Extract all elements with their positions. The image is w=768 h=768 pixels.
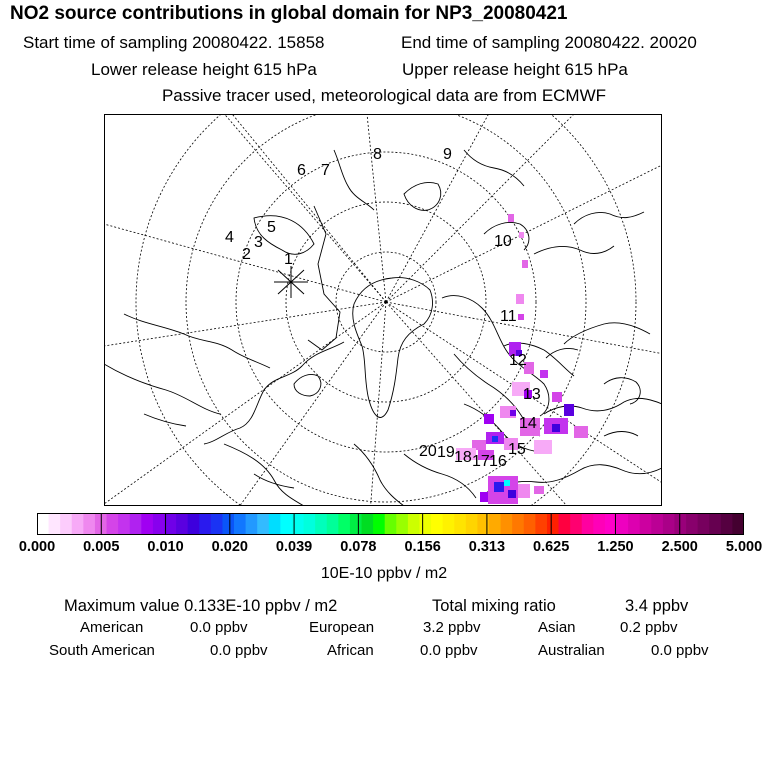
colorbar-cell: [83, 513, 95, 535]
colorbar-cell: [443, 513, 455, 535]
colorbar-label: 0.625: [533, 539, 570, 555]
trajectory-label-1: 1: [284, 251, 293, 268]
trajectory-label-9: 9: [443, 146, 452, 163]
region-african-value: 0.0 ppbv: [420, 642, 478, 659]
trajectory-label-2: 2: [242, 246, 251, 263]
region-australian-label: Australian: [538, 642, 605, 659]
start-time-text: Start time of sampling 20080422. 15858: [23, 33, 325, 52]
region-australian-value: 0.0 ppbv: [651, 642, 709, 659]
colorbar-cell: [524, 513, 536, 535]
colorbar-cell: [466, 513, 478, 535]
colorbar-label: 0.313: [468, 539, 506, 555]
colorbar-cell: [49, 513, 61, 535]
colorbar-cell: [477, 513, 489, 535]
colorbar-cell: [304, 513, 316, 535]
colorbar-cell: [709, 513, 721, 535]
colorbar-label: 0.039: [275, 539, 313, 555]
colorbar-cell: [350, 513, 362, 535]
colorbar-cell: [570, 513, 582, 535]
trajectory-label-14: 14: [519, 415, 537, 432]
trajectory-label-10: 10: [494, 233, 512, 250]
colorbar-cell: [222, 513, 234, 535]
colorbar-cell: [698, 513, 710, 535]
trajectory-label-4: 4: [225, 229, 234, 246]
colorbar-cell: [686, 513, 698, 535]
colorbar-label: 0.000: [18, 539, 56, 555]
region-asian-label: Asian: [538, 619, 576, 636]
colorbar-cell: [315, 513, 327, 535]
colorbar-cell: [431, 513, 443, 535]
colorbar-cell: [489, 513, 501, 535]
colorbar-cell: [362, 513, 374, 535]
colorbar-cell: [118, 513, 130, 535]
colorbar-cell: [396, 513, 408, 535]
colorbar-cell: [153, 513, 165, 535]
colorbar-cell: [373, 513, 385, 535]
upper-height-text: Upper release height 615 hPa: [402, 60, 628, 79]
trajectory-label-7: 7: [321, 162, 330, 179]
region-south-american-label: South American: [49, 642, 155, 659]
colorbar-cell: [72, 513, 84, 535]
map-frame: [105, 115, 662, 506]
trajectory-label-13: 13: [523, 386, 541, 403]
colorbar-cell: [246, 513, 258, 535]
tracer-note-text: Passive tracer used, meteorological data are from ECMWF: [161, 86, 607, 105]
colorbar-label: 0.078: [340, 539, 377, 555]
colorbar-cell: [176, 513, 188, 535]
colorbar-cell: [257, 513, 269, 535]
release-site-marker: [274, 266, 308, 298]
colorbar-label: 0.156: [404, 539, 441, 555]
colorbar-cell: [593, 513, 605, 535]
trajectory-label-20: 20: [419, 443, 437, 460]
trajectory-label-8: 8: [373, 146, 382, 163]
plot-title: NO2 source contributions in global domain for NP3_20080421: [10, 3, 568, 24]
trajectory-label-18: 18: [454, 449, 472, 466]
colorbar-label: 0.005: [83, 539, 120, 555]
colorbar-label: 1.250: [597, 539, 634, 555]
colorbar-cell: [188, 513, 200, 535]
colorbar-cell: [408, 513, 420, 535]
colorbar-cell: [130, 513, 142, 535]
colorbar-cell: [280, 513, 292, 535]
trajectory-label-11: 11: [500, 308, 517, 325]
polar-map: [104, 114, 662, 506]
colorbar-label: 2.500: [661, 539, 698, 555]
trajectory-label-5: 5: [267, 219, 276, 236]
colorbar-cell: [454, 513, 466, 535]
colorbar-cell: [141, 513, 153, 535]
colorbar-cell: [721, 513, 733, 535]
colorbar-cell: [107, 513, 119, 535]
trajectory-label-16: 16: [489, 453, 507, 470]
colorbar-cell: [234, 513, 246, 535]
end-time-text: End time of sampling 20080422. 20020: [401, 33, 697, 52]
total-mixing-ratio-label: Total mixing ratio: [432, 597, 556, 615]
colorbar-cell: [385, 513, 397, 535]
region-european-label: European: [309, 619, 375, 636]
colorbar-cell: [327, 513, 339, 535]
colorbar-cell: [547, 513, 559, 535]
region-american-label: American: [80, 619, 144, 636]
colorbar-cell: [559, 513, 571, 535]
colorbar-cell: [37, 513, 49, 535]
colorbar-label: 0.020: [211, 539, 248, 555]
colorbar-cell: [501, 513, 513, 535]
colorbar-cell: [512, 513, 524, 535]
total-mixing-ratio-value: 3.4 ppbv: [625, 597, 689, 615]
colorbar-cell: [338, 513, 350, 535]
region-african-label: African: [327, 642, 374, 659]
colorbar-cell: [535, 513, 547, 535]
colorbar-cell: [674, 513, 686, 535]
lower-height-text: Lower release height 615 hPa: [91, 60, 317, 79]
trajectory-label-12: 12: [509, 352, 527, 369]
colorbar-label: 0.010: [147, 539, 184, 555]
colorbar-cell: [419, 513, 431, 535]
max-value-text: Maximum value 0.133E-10 ppbv / m2: [64, 597, 338, 615]
trajectory-label-17: 17: [472, 453, 490, 470]
colorbar-cell: [211, 513, 223, 535]
colorbar-cell: [651, 513, 663, 535]
region-american-value: 0.0 ppbv: [190, 619, 248, 636]
region-european-value: 3.2 ppbv: [423, 619, 481, 636]
trajectory-label-15: 15: [508, 441, 526, 458]
colorbar-cell: [640, 513, 652, 535]
trajectory-label-3: 3: [254, 234, 263, 251]
trajectory-label-6: 6: [297, 162, 306, 179]
region-south-american-value: 0.0 ppbv: [210, 642, 268, 659]
colorbar-cell: [60, 513, 72, 535]
colorbar-label: 5.000: [725, 539, 763, 555]
colorbar-cell: [269, 513, 281, 535]
colorbar-unit: 10E-10 ppbv / m2: [320, 565, 448, 582]
colorbar-cell: [732, 513, 744, 535]
color-scale-bar: [37, 513, 744, 535]
colorbar-cell: [199, 513, 211, 535]
colorbar-cell: [582, 513, 594, 535]
colorbar-cell: [164, 513, 176, 535]
region-asian-value: 0.2 ppbv: [620, 619, 678, 636]
colorbar-cell: [617, 513, 629, 535]
colorbar-cell: [628, 513, 640, 535]
trajectory-label-19: 19: [437, 444, 455, 461]
colorbar-cell: [663, 513, 675, 535]
